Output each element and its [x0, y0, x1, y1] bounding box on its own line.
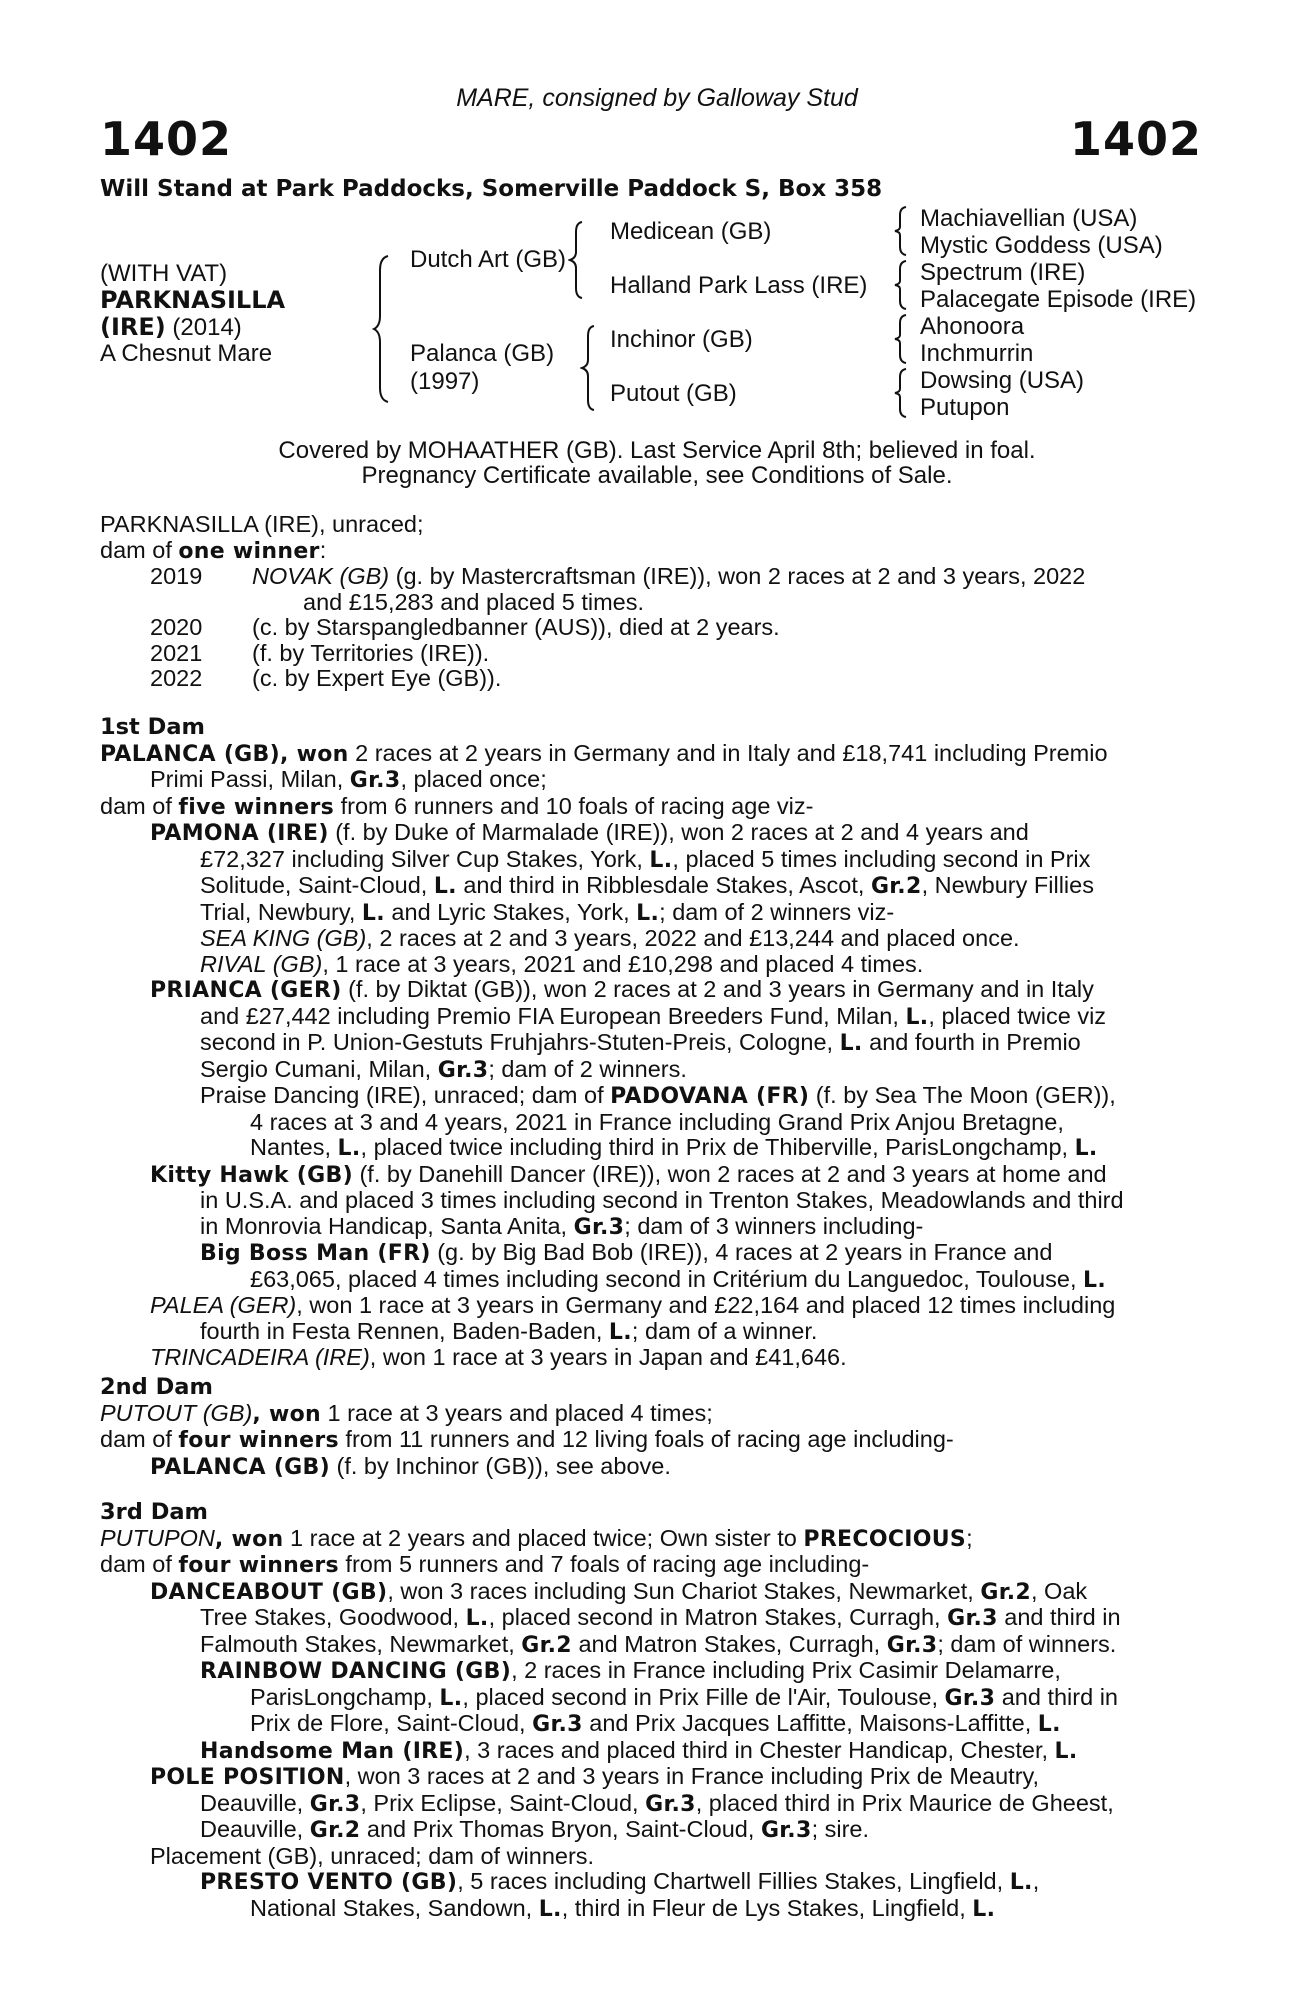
palea-line: [100, 1319, 1210, 1346]
placement-line: Placement (GB), unraced; dam of winners.: [150, 1842, 595, 1869]
ancestor-3: Spectrum (IRE): [920, 259, 1086, 286]
prianca-line: [100, 1030, 1210, 1057]
produce-2019: [100, 564, 1210, 590]
grade: L.: [636, 900, 660, 926]
text: , third in Fleur de Lys Stakes, Lingfield,: [561, 1894, 973, 1921]
text: ;: [966, 1524, 973, 1551]
horse-name: DANCEABOUT (GB): [150, 1579, 388, 1605]
text: Trial, Newbury,: [200, 898, 362, 925]
big-boss-man-line: [100, 1267, 1210, 1294]
grade: Gr.3: [532, 1712, 583, 1737]
sire-sire: Medicean (GB): [610, 218, 772, 245]
third-dam-line: [100, 1552, 1210, 1579]
text: ; dam of 2 winners viz-: [659, 898, 895, 925]
first-dam-line: [100, 741, 1210, 768]
prianca-line: [100, 977, 1210, 1004]
lot-number-right: 1402: [1069, 112, 1202, 166]
produce-dam-of: [100, 538, 1210, 565]
text: , placed second in Matron Stakes, Curragh,: [488, 1604, 948, 1630]
horse-name: TRINCADEIRA (IRE): [150, 1344, 370, 1370]
text: Falmouth Stakes, Newmarket,: [200, 1630, 522, 1657]
text: , 2 races in France including Prix Casimir Delamarre,: [511, 1657, 1061, 1683]
text: from 6 runners and 10 foals of racing age viz-: [334, 792, 814, 819]
grade: Gr.3: [944, 1685, 996, 1711]
text: :: [319, 536, 327, 563]
text: from 11 runners and 12 living foals of racing age including-: [338, 1426, 954, 1452]
main-brace-icon: [372, 254, 392, 404]
pamona-line: [100, 847, 1210, 874]
text: (g. by Big Bad Bob (IRE)), 4 races at 2 years in France and: [430, 1239, 1053, 1265]
grade: L.: [1083, 1267, 1107, 1293]
grade: L.: [1074, 1136, 1098, 1161]
first-dam-section: [100, 715, 1210, 1371]
text: (f. by Duke of Marmalade (IRE)), won 2 races at 2 and 4 years and: [328, 819, 1029, 845]
grade: L.: [1009, 1870, 1033, 1895]
text: ; sire.: [811, 1816, 870, 1842]
horse-name: PRIANCA (GER): [150, 978, 342, 1003]
produce-2022: [100, 666, 1210, 692]
grade: Gr.3: [349, 768, 401, 793]
horse-name: RIVAL (GB): [200, 950, 323, 977]
text: , won: [279, 741, 349, 767]
praise-dancing-line: [100, 1135, 1210, 1162]
year: 2019: [150, 563, 203, 589]
text: , Oak: [1030, 1577, 1088, 1604]
text: , 1 race at 3 years, 2021 and £10,298 and placed 4 times.: [322, 950, 924, 977]
text: , won: [214, 1526, 284, 1552]
text: Deauville,: [200, 1789, 310, 1816]
text: (f. by Danehill Dancer (IRE)), won 2 races at 2 and 3 years at home and: [352, 1160, 1107, 1187]
horse-name: Handsome Man (IRE): [200, 1738, 465, 1764]
text: dam of: [100, 1426, 179, 1452]
produce-intro: PARKNASILLA (IRE), unraced;: [100, 511, 424, 537]
pamona-line: [100, 873, 1210, 900]
text: 1 race at 2 years and placed twice; Own sister to: [283, 1524, 804, 1551]
grade: Gr.3: [437, 1057, 489, 1083]
year: 2021: [150, 639, 203, 666]
second-dam-heading: 2nd Dam: [100, 1374, 213, 1400]
ancestor-7: Dowsing (USA): [920, 367, 1085, 394]
text: (f. by Inchinor (GB)), see above.: [329, 1452, 671, 1479]
kitty-hawk-line: [100, 1214, 1210, 1241]
big-boss-man-line: [100, 1240, 1210, 1267]
dam-year: (1997): [410, 368, 480, 395]
text: £63,065, placed 4 times including second in Critérium du Languedoc, Toulouse,: [250, 1265, 1084, 1292]
text: dam of: [100, 1551, 179, 1577]
presto-vento-line: [100, 1869, 1210, 1896]
praise-dancing-line: 4 races at 3 and 4 years, 2021 in France including Grand Prix Anjou Bretagne,: [250, 1108, 1064, 1135]
text: , placed second in Prix Fille de l'Air, Toulouse,: [462, 1683, 945, 1710]
text: , placed third in Prix Maurice de Gheest,: [695, 1789, 1114, 1816]
produce-2019-cont: and £15,283 and placed 5 times.: [303, 588, 645, 615]
text: dam of: [100, 536, 179, 563]
horse-name: PRESTO VENTO (GB): [200, 1870, 458, 1895]
ancestor-2: Mystic Goddess (USA): [920, 232, 1163, 259]
horse-name: SEA KING (GB): [200, 925, 367, 951]
third-dam-section: [100, 1500, 1210, 1922]
text: , won 1 race at 3 years in Japan and £41,646.: [369, 1344, 847, 1370]
grade: L.: [465, 1606, 489, 1631]
horse-name: PUTUPON: [100, 1524, 215, 1551]
text: ,: [1032, 1868, 1040, 1894]
ancestor-5: Ahonoora: [920, 313, 1025, 340]
rival-line: [100, 952, 1210, 978]
dam-sire: Inchinor (GB): [610, 326, 753, 353]
text: 1 race at 3 years and placed 4 times;: [320, 1399, 713, 1426]
grade: Gr.3: [309, 1791, 361, 1817]
grade: Gr.3: [645, 1791, 696, 1817]
text: National Stakes, Sandown,: [250, 1894, 539, 1921]
year: 2020: [150, 614, 203, 640]
grade: L.: [1054, 1738, 1078, 1764]
produce-2020: [100, 615, 1210, 641]
text: , 2 races at 2 and 3 years, 2022 and £13,244 and placed once.: [366, 925, 1020, 951]
presto-vento-line: [100, 1896, 1210, 1923]
text: in Monrovia Handicap, Santa Anita,: [200, 1212, 574, 1239]
rainbow-dancing-line: [100, 1685, 1210, 1712]
prianca-line: [100, 1057, 1210, 1084]
text: Tree Stakes, Goodwood,: [200, 1604, 466, 1630]
ancestor-1: Machiavellian (USA): [920, 205, 1138, 232]
second-dam-line: [100, 1401, 1210, 1428]
horse-year: (2014): [165, 314, 242, 341]
text: Praise Dancing (IRE), unraced; dam of: [200, 1082, 611, 1108]
rainbow-dancing-line: [100, 1711, 1210, 1738]
dam-brace-icon: [580, 324, 598, 412]
text: and third in: [997, 1604, 1121, 1630]
horse-country: (IRE): [100, 313, 166, 341]
text: , won 3 races including Sun Chariot Stakes, Newmarket,: [387, 1577, 981, 1604]
grade: Gr.2: [980, 1579, 1031, 1605]
pole-position-line: [100, 1791, 1210, 1818]
horse-name: Big Boss Man (FR): [200, 1241, 431, 1266]
palea-line: [100, 1293, 1210, 1319]
pole-position-line: [100, 1764, 1210, 1791]
horse-name: [100, 286, 285, 315]
covered-note: [0, 438, 1314, 488]
pole-position-line: [100, 1817, 1210, 1844]
stand-location: Will Stand at Park Paddocks, Somerville Paddock S, Box 358: [100, 176, 883, 202]
dam-dam: Putout (GB): [610, 380, 737, 407]
first-dam-line: [100, 767, 1210, 794]
horse-name: PALANCA (GB): [100, 741, 280, 767]
text: ParisLongchamp,: [250, 1683, 440, 1710]
horse-description: A Chesnut Mare: [100, 340, 273, 367]
horse-name: PALANCA (GB): [150, 1454, 330, 1480]
grade: L.: [361, 900, 385, 926]
grade: Gr.3: [947, 1606, 998, 1631]
winner-count: five winners: [178, 794, 335, 820]
danceabout-line: [100, 1579, 1210, 1606]
danceabout-line: [100, 1605, 1210, 1632]
praise-dancing-line: [100, 1083, 1210, 1110]
text: ; dam of winners.: [937, 1630, 1117, 1657]
horse-name: PADOVANA (FR): [610, 1084, 810, 1109]
first-dam-heading: 1st Dam: [100, 714, 205, 740]
text: from 5 runners and 7 foals of racing age including-: [338, 1551, 870, 1577]
grade: L.: [538, 1896, 562, 1922]
text: Primi Passi, Milan,: [150, 766, 350, 792]
text: and third in: [995, 1683, 1118, 1710]
prianca-line: [100, 1004, 1210, 1031]
winner-count: four winners: [178, 1553, 339, 1578]
grade: L.: [905, 1004, 929, 1030]
horse-name: PRECOCIOUS: [803, 1526, 967, 1552]
text: Nantes,: [250, 1134, 338, 1160]
second-dam-section: [100, 1375, 1210, 1480]
pamona-line: [100, 900, 1210, 927]
text: and Matron Stakes, Curragh,: [571, 1630, 887, 1657]
grade: L.: [608, 1319, 632, 1345]
brace-g1-icon: [893, 205, 909, 257]
text: , won 3 races at 2 and 3 years in France including Prix de Meautry,: [344, 1763, 1040, 1789]
horse-name-text: PARKNASILLA: [100, 286, 286, 314]
text: £72,327 including Silver Cup Stakes, York,: [200, 845, 650, 872]
grade: L.: [839, 1031, 863, 1056]
text: Prix de Flore, Saint-Cloud,: [250, 1710, 533, 1736]
grade: Gr.2: [870, 874, 922, 899]
horse-origin: [100, 313, 242, 342]
horse-name: NOVAK (GB): [252, 563, 390, 589]
text: Solitude, Saint-Cloud,: [200, 872, 434, 898]
sire-dam: Halland Park Lass (IRE): [610, 272, 868, 299]
winner-count: four winners: [178, 1428, 339, 1453]
sea-king-line: [100, 926, 1210, 952]
ancestor-8: Putupon: [920, 394, 1010, 421]
third-dam-heading: 3rd Dam: [100, 1499, 208, 1525]
text: , won: [252, 1401, 321, 1427]
grade: Gr.3: [886, 1632, 938, 1658]
text: , Newbury Fillies: [921, 872, 1094, 898]
ancestor-4: Palacegate Episode (IRE): [920, 286, 1197, 313]
text: (f. by Diktat (GB)), won 2 races at 2 and 3 years in Germany and in Italy: [341, 976, 1094, 1002]
sire-brace-icon: [568, 220, 586, 300]
grade: L.: [649, 847, 673, 873]
text: , 3 races and placed third in Chester Handicap, Chester,: [464, 1736, 1055, 1763]
text: , placed 5 times including second in Prix: [672, 845, 1091, 872]
text: 2 races at 2 years in Germany and in Italy and £18,741 including Premio: [348, 739, 1108, 766]
grade: Gr.3: [573, 1214, 625, 1240]
text: , placed once;: [400, 766, 547, 792]
handsome-man-line: [100, 1738, 1210, 1765]
text: , placed twice viz: [928, 1002, 1107, 1029]
text: , Prix Eclipse, Saint-Cloud,: [360, 1789, 646, 1816]
text: second in P. Union-Gestuts Fruhjahrs-Stuten-Preis, Cologne,: [200, 1029, 840, 1055]
text: (f. by Sea The Moon (GER)),: [809, 1082, 1116, 1108]
brace-g3-icon: [893, 313, 909, 365]
text: and third in Ribblesdale Stakes, Ascot,: [456, 872, 871, 898]
grade: L.: [1037, 1712, 1061, 1737]
text: (f. by Territories (IRE)).: [252, 639, 490, 666]
text: and £27,442 including Premio FIA European Breeders Fund, Milan,: [200, 1002, 906, 1029]
kitty-hawk-line: in U.S.A. and placed 3 times including second in Trenton Stakes, Meadowlands and third: [200, 1187, 1124, 1213]
grade: Gr.3: [760, 1818, 812, 1843]
danceabout-line: [100, 1632, 1210, 1659]
text: (c. by Expert Eye (GB)).: [252, 665, 502, 691]
trincadeira-line: [100, 1345, 1210, 1371]
text: , 5 races including Chartwell Fillies Stakes, Lingfield,: [457, 1868, 1010, 1894]
palanca-line: [100, 1454, 1210, 1481]
horse-name: Kitty Hawk (GB): [150, 1162, 353, 1188]
text: (g. by Mastercraftsman (IRE)), won 2 races at 2 and 3 years, 2022: [389, 563, 1086, 589]
dam: Palanca (GB): [410, 340, 555, 367]
text: fourth in Festa Rennen, Baden-Baden,: [200, 1317, 609, 1344]
brace-g4-icon: [893, 367, 909, 419]
sire: Dutch Art (GB): [410, 246, 567, 273]
text: , won 1 race at 3 years in Germany and £22,164 and placed 12 times including: [296, 1292, 1116, 1318]
year: 2022: [150, 665, 203, 691]
grade: L.: [337, 1136, 361, 1161]
pamona-line: [100, 820, 1210, 847]
text: and Lyric Stakes, York,: [384, 898, 637, 925]
text: and Prix Thomas Bryon, Saint-Cloud,: [360, 1816, 761, 1842]
grade: L.: [972, 1896, 996, 1922]
produce-record: [100, 512, 1210, 692]
grade: Gr.2: [521, 1632, 572, 1658]
horse-name: PAMONA (IRE): [150, 821, 329, 846]
horse-name: POLE POSITION: [150, 1765, 345, 1790]
lot-number-left: 1402: [100, 112, 233, 166]
text: and fourth in Premio: [862, 1029, 1081, 1055]
consignor-subtitle: MARE, consigned by Galloway Stud: [456, 84, 858, 112]
brace-g2-icon: [893, 259, 909, 311]
text: and Prix Jacques Laffitte, Maisons-Laffitte,: [582, 1710, 1038, 1736]
vat-note: (WITH VAT): [100, 260, 228, 287]
horse-name: PUTOUT (GB): [100, 1399, 253, 1426]
grade: L.: [439, 1685, 463, 1711]
text: Sergio Cumani, Milan,: [200, 1055, 438, 1082]
text: ; dam of a winner.: [631, 1317, 818, 1344]
covered-line-1: Covered by MOHAATHER (GB). Last Service April 8th; believed in foal.: [278, 437, 1036, 464]
text: (c. by Starspangledbanner (AUS)), died at 2 years.: [252, 614, 780, 640]
horse-name: PALEA (GER): [150, 1292, 297, 1318]
text: , placed twice including third in Prix de Thiberville, ParisLongchamp,: [360, 1134, 1075, 1160]
text: dam of: [100, 792, 179, 819]
text: ; dam of 2 winners.: [488, 1055, 687, 1082]
grade: Gr.2: [309, 1818, 361, 1843]
second-dam-line: [100, 1427, 1210, 1454]
rainbow-dancing-line: [100, 1658, 1210, 1685]
covered-line-2: Pregnancy Certificate available, see Conditions of Sale.: [361, 462, 953, 489]
kitty-hawk-line: [100, 1162, 1210, 1189]
winner-count: one winner: [178, 538, 320, 564]
ancestor-6: Inchmurrin: [920, 340, 1034, 367]
third-dam-line: [100, 1526, 1210, 1553]
horse-name: RAINBOW DANCING (GB): [200, 1659, 512, 1684]
text: Deauville,: [200, 1816, 310, 1842]
grade: L.: [433, 874, 457, 899]
first-dam-line: [100, 794, 1210, 821]
produce-2021: [100, 641, 1210, 667]
text: ; dam of 3 winners including-: [624, 1212, 924, 1239]
